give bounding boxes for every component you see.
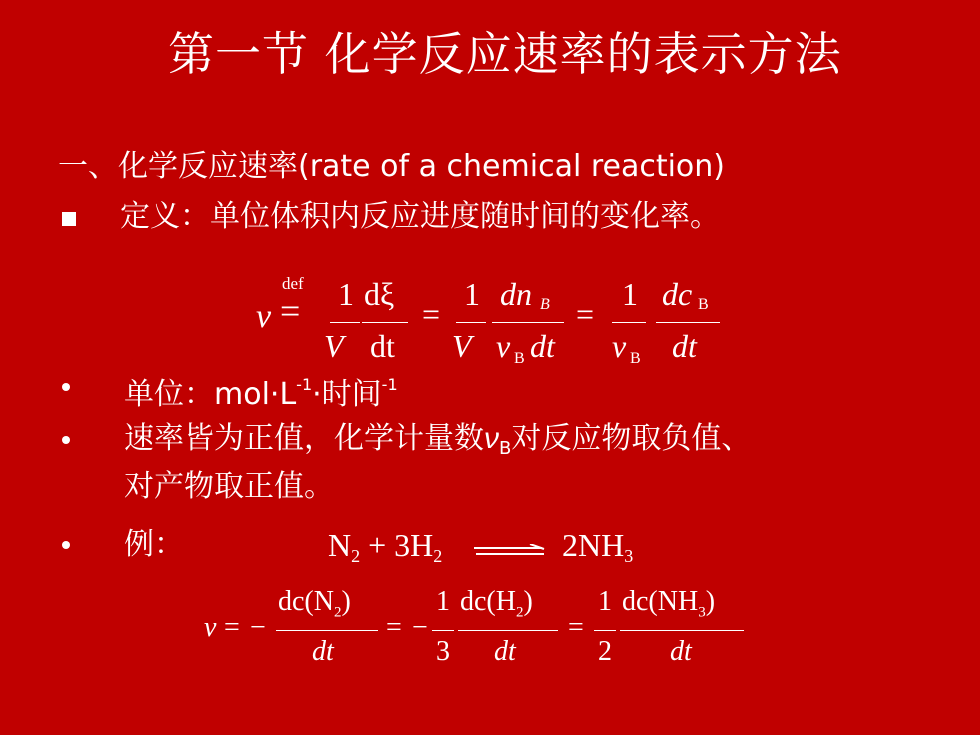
eq2-fraction-line-5 [620,630,744,631]
section-heading: 一、化学反应速率(rate of a chemical reaction) [58,149,726,184]
eq1-nu-subscript-2: B [630,350,641,367]
eq2-num-2-sub: 2 [515,604,524,621]
eq2-num-3-sub: 3 [698,604,706,621]
eq2-num-2-text: dc(H [460,586,516,617]
eq2-three: 3 [436,636,450,667]
eq1-numerator-one-1: 1 [338,276,354,312]
eq1-dt-3: dt [672,328,697,364]
eq1-nu-2: ν [612,328,627,364]
eq2-num-2-close: ) [523,586,533,617]
sign-rule-line-1 [124,420,751,468]
example-label: 例： [124,527,184,562]
eq2-num-1-sub: 2 [333,604,342,621]
reactant-h: + 3H [360,527,434,563]
eq1-numerator-one-3: 1 [622,276,638,312]
equilibrium-arrow-icon [470,544,548,558]
eq2-num-1 [278,586,351,622]
eq2-one-1: 1 [436,586,450,617]
product-nh-sub: 3 [624,546,634,566]
rate-definition-equation [250,272,730,372]
bullet-dot-icon [62,436,70,444]
eq1-dt-1: dt [370,328,395,364]
eq1-nu-1: ν [496,328,511,364]
eq1-equals-1: = [280,291,301,331]
unit-label: 单位：mol·L [124,377,297,412]
eq2-num-3-close: ) [705,586,716,617]
eq2-num-1-close: ) [341,586,351,617]
eq2-v: v [204,612,217,643]
eq1-fraction-line-5 [612,322,646,323]
eq1-equals-3: = [576,296,595,332]
nu-symbol: ν [484,422,499,455]
eq1-fraction-line-1 [330,322,360,323]
sign-rule-text-a: 速率皆为正值，化学计量数 [124,421,484,456]
eq2-fraction-line-3 [458,630,558,631]
definition-text: 定义：单位体积内反应进度随时间的变化率。 [120,199,720,234]
eq1-dt-2: dt [530,328,555,364]
eq2-equals-2: = [386,612,402,643]
reactant-n-sub: 2 [351,546,361,566]
eq2-minus-2: − [412,612,428,643]
reactant-n: N [328,527,352,563]
eq1-denominator-V-1: V [324,328,344,364]
eq1-dc: dc [662,276,693,312]
eq2-dt-3: dt [670,636,692,667]
eq1-dxi: dξ [364,276,395,312]
eq1-dn: dn [500,276,532,312]
eq2-num-3-text: dc(NH [622,586,699,617]
eq2-num-3 [622,586,715,622]
page-title: 第一节 化学反应速率的表示方法 [168,27,842,81]
eq1-v: v [256,298,272,335]
reactant-h-sub: 2 [433,546,443,566]
eq2-fraction-line-2 [432,630,454,631]
eq2-equals-1: = [224,612,240,643]
eq2-equals-3: = [568,612,584,643]
ammonia-rate-equation [200,582,760,682]
eq1-fraction-line-6 [656,322,720,323]
reaction-equation [328,526,442,575]
unit-mid: ·时间 [312,377,382,412]
eq1-equals-2: = [422,296,441,332]
product-nh: 2NH [562,527,625,563]
bullet-dot-icon [62,541,70,549]
eq1-fraction-line-3 [456,322,486,323]
eq1-fraction-line-4 [492,322,564,323]
eq2-one-2: 1 [598,586,612,617]
reaction-product [562,526,633,575]
eq1-def-label: def [282,274,304,293]
eq2-num-2 [460,586,533,622]
eq1-numerator-one-2: 1 [464,276,480,312]
eq2-fraction-line-4 [594,630,616,631]
eq1-dn-subscript: B [540,296,550,313]
eq2-two: 2 [598,636,612,667]
eq1-fraction-line-2 [362,322,408,323]
eq1-denominator-V-2: V [452,328,472,364]
eq2-minus-1: − [250,612,266,643]
eq2-dt-1: dt [312,636,334,667]
bullet-dot-icon [62,383,70,391]
eq2-num-1-text: dc(N [278,586,334,617]
eq1-dc-subscript: B [698,296,709,313]
eq1-nu-subscript-1: B [514,350,525,367]
eq2-dt-2: dt [494,636,516,667]
nu-subscript: B [499,438,512,459]
eq2-fraction-line-1 [276,630,378,631]
unit-exp-1: -1 [296,375,313,394]
sign-rule-text-b: 对反应物取负值、 [511,421,752,456]
square-bullet-icon [62,212,76,226]
sign-rule-line-2: 对产物取正值。 [124,469,334,504]
unit-text [124,366,398,414]
unit-exp-2: -1 [381,375,398,394]
